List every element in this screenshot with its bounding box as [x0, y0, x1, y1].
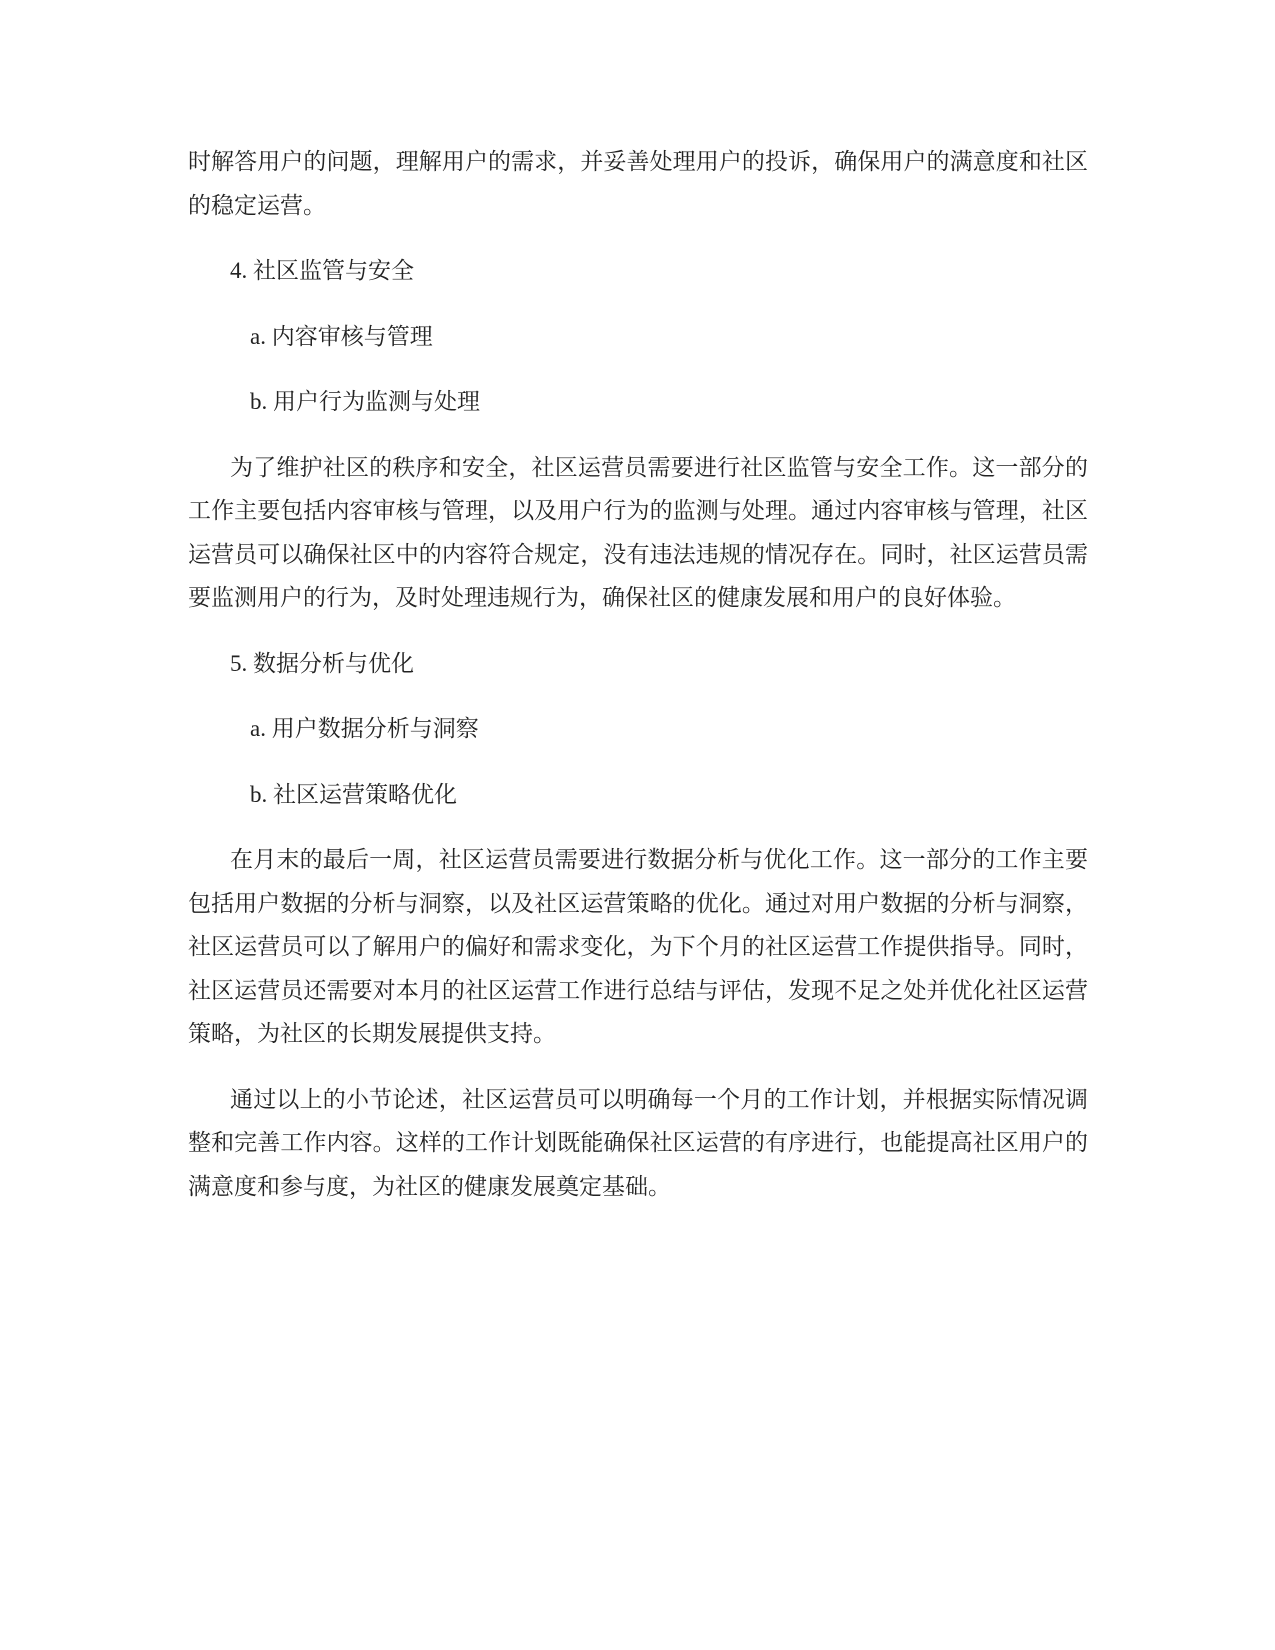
spacer: [188, 751, 1088, 773]
section-5-heading: 5. 数据分析与优化: [230, 650, 414, 676]
spacer: [188, 816, 1088, 838]
spacer: [188, 293, 1088, 315]
spacer: [188, 1056, 1088, 1078]
spacer: [188, 227, 1088, 249]
spacer: [188, 620, 1088, 642]
spacer: [188, 685, 1088, 707]
spacer: [188, 358, 1088, 380]
section-5-item-b: b. 社区运营策略优化: [250, 781, 457, 807]
spacer: [188, 424, 1088, 446]
section-5-item-a: a. 用户数据分析与洞察: [250, 716, 479, 741]
section-4-paragraph: 为了维护社区的秩序和安全，社区运营员需要进行社区监管与安全工作。这一部分的工作主要包括内容审核与管理，以及用户行为的监测与处理。通过内容审核与管理，社区运营员可以确保社区中的内容符合规定，没有违法违规的情况存在。同时，社区运营员需要监测用户的行为，及时处理违规行为，确保社区的健康发展和用户的良好体验。: [188, 454, 1088, 610]
section-4-item-b: b. 用户行为监测与处理: [250, 389, 480, 414]
section-4-item-a: a. 内容审核与管理: [250, 323, 433, 349]
intro-continuation-paragraph: 时解答用户的问题，理解用户的需求，并妥善处理用户的投诉，确保用户的满意度和社区的稳定运营。: [188, 149, 1088, 218]
section-4-heading: 4. 社区监管与安全: [230, 258, 414, 283]
section-5-paragraph: 在月末的最后一周，社区运营员需要进行数据分析与优化工作。这一部分的工作主要包括用户数据的分析与洞察，以及社区运营策略的优化。通过对用户数据的分析与洞察，社区运营员可以了解用户的偏好和需求变化，为下个月的社区运营工作提供指导。同时，社区运营员还需要对本月的社区运营工作进行总结与评估，发现不足之处并优化社区运营策略，为社区的长期发展提供支持。: [188, 847, 1088, 1046]
document-page: [188, 140, 1088, 1208]
conclusion-paragraph: 通过以上的小节论述，社区运营员可以明确每一个月的工作计划，并根据实际情况调整和完善工作内容。这样的工作计划既能确保社区运营的有序进行，也能提高社区用户的满意度和参与度，为社区的健康发展奠定基础。: [188, 1086, 1088, 1199]
